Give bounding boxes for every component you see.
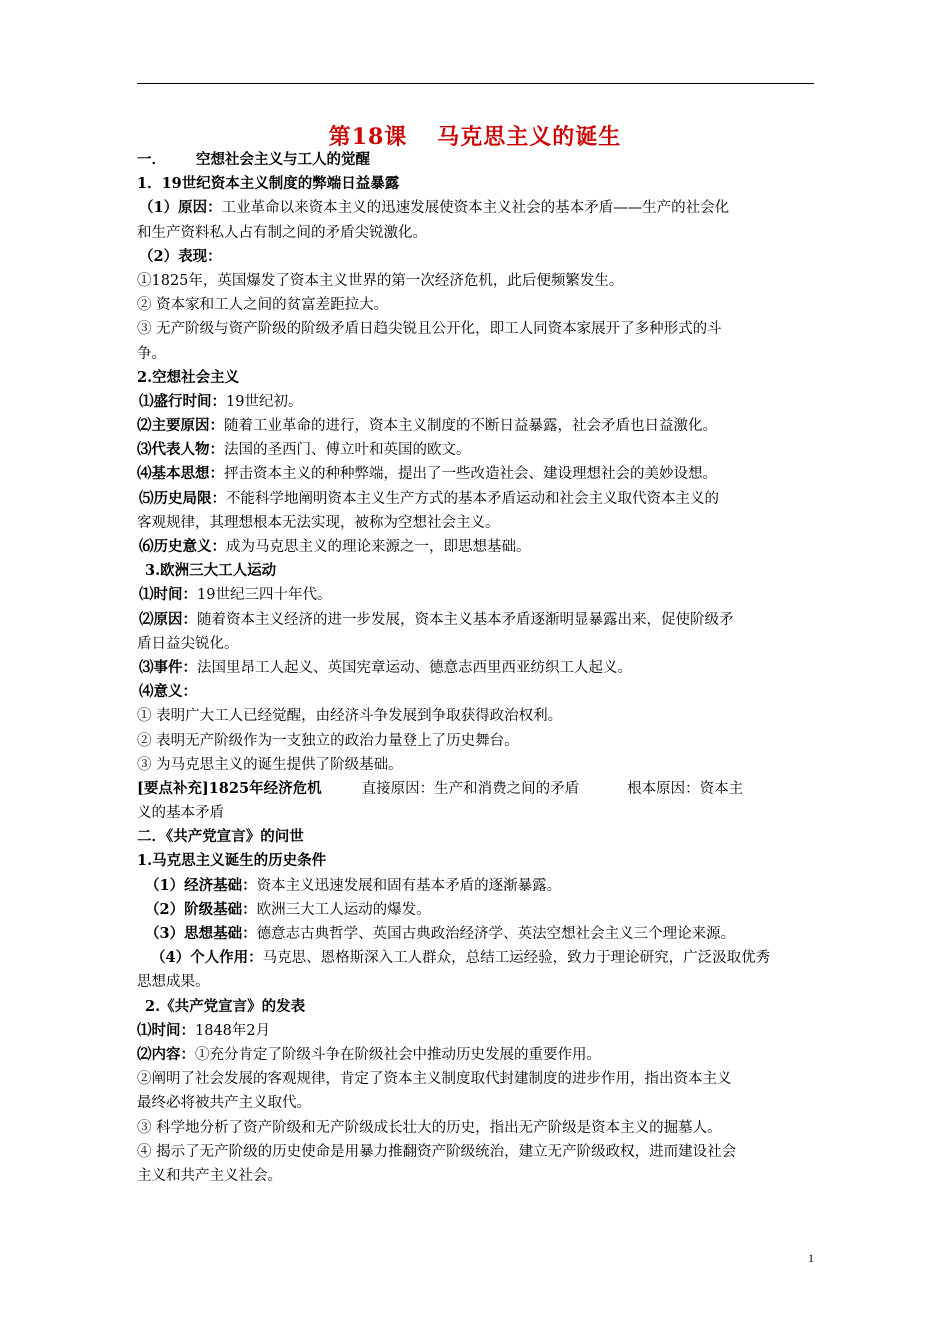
utopian-limits-cont: 客观规律，其理想根本无法实现，被称为空想社会主义。 [137,514,500,531]
utopian-figures: ⑶代表人物：法国的圣西门、傅立叶和英国的欧文。 [137,441,471,459]
personal-role-cont: 思想成果。 [137,974,210,991]
page-title [0,120,950,151]
economic-basis: （1）经济基础：资本主义迅速发展和固有基本矛盾的逐渐暴露。 [145,876,562,894]
movement-significance-1: ① 表明广大工人已经觉醒，由经济斗争发展到争取获得政治权利。 [137,708,563,725]
ideological-basis: （3）思想基础：德意志古典哲学、英国古典政治经济学、英法空想社会主义三个理论来源。 [145,925,736,942]
subsection-2-2: 2.《共产党宣言》的发表 [145,997,306,1015]
subsection-1-3: 3.欧洲三大工人运动 [145,562,277,580]
subsection-1-2: 2.空想社会主义 [137,368,240,386]
manifesto-content: ⑵内容：①充分肯定了阶级斗争在阶级社会中推动历史发展的重要作用。 [137,1045,601,1063]
section-1-heading: 一． 空想社会主义与工人的觉醒 [137,151,370,168]
utopian-reason: ⑵主要原因：随着工业革命的进行，资本主义制度的不断日益暴露，社会矛盾也日益激化。 [137,417,717,435]
movement-cause-cont: 盾日益尖锐化。 [137,635,239,652]
manifesto-content-3: ③ 科学地分析了资产阶级和无产阶级成长壮大的历史，指出无产阶级是资本主义的掘墓人。 [137,1119,722,1136]
manifestation-3: ③ 无产阶级与资产阶级的阶级矛盾日趋尖锐且公开化，即工人同资本家展开了多种形式的斗 [137,321,722,338]
class-basis: （2）阶级基础：欧洲三大工人运动的爆发。 [145,900,431,918]
manifesto-time: ⑴时间：1848年2月 [137,1021,271,1039]
lesson-name: 马克思主义的诞生 [437,124,622,150]
page-number: 1 [808,1251,814,1265]
movement-significance-2: ② 表明无产阶级作为一支独立的政治力量登上了历史舞台。 [137,732,519,749]
personal-role: （4）个人作用：马克思、恩格斯深入工人群众，总结工运经验，致力于理论研究，广泛汲取优秀 [151,949,771,967]
document-body [137,148,815,1188]
movement-significance-label: ⑷意义： [139,683,197,701]
subsection-1-1: 1．19世纪资本主义制度的弊端日益暴露 [137,175,400,193]
utopian-significance: ⑹历史意义：成为马克思主义的理论来源之一，即思想基础。 [139,538,531,555]
manifestation-label: （2）表现： [139,247,222,265]
lesson-number: 第18课 [328,124,408,150]
movement-time: ⑴时间：19世纪三四十年代。 [139,586,332,604]
subsection-2-1: 1.马克思主义诞生的历史条件 [137,852,327,870]
manifesto-content-2-cont: 最终必将被共产主义取代。 [137,1095,311,1112]
section-2-heading: 二．《共产党宣言》的问世 [137,828,304,846]
utopian-limits: ⑸历史局限：不能科学地阐明资本主义生产方式的基本矛盾运动和社会主义取代资本主义的 [139,489,719,507]
manifestation-2: ② 资本家和工人之间的贫富差距拉大。 [137,297,389,314]
manifesto-content-4-cont: 主义和共产主义社会。 [137,1167,282,1184]
cause-line-cont: 和生产资料私人占有制之间的矛盾尖锐激化。 [137,224,427,241]
manifesto-content-4: ④ 揭示了无产阶级的历史使命是用暴力推翻资产阶级统治，建立无产阶级政权，进而建设社会 [137,1143,737,1160]
movement-cause: ⑵原因：随着资本主义经济的进一步发展，资本主义基本矛盾逐渐明显暴露出来，促使阶级矛 [139,610,734,628]
key-point-supplement-cont: 义的基本矛盾 [137,805,224,822]
key-point-supplement: [要点补充]1825年经济危机 直接原因：生产和消费之间的矛盾 根本原因：资本主 [137,779,744,797]
cause-line: （1）原因：工业革命以来资本主义的迅速发展使资本主义社会的基本矛盾——生产的社会化 [139,199,730,217]
header-rule [137,83,814,84]
movement-significance-3: ③ 为马克思主义的诞生提供了阶级基础。 [137,756,403,773]
manifestation-1: ①1825年，英国爆发了资本主义世界的第一次经济危机，此后便频繁发生。 [137,272,624,289]
movement-events: ⑶事件：法国里昂工人起义、英国宪章运动、德意志西里西亚纺织工人起义。 [139,658,632,676]
manifesto-content-2: ②阐明了社会发展的客观规律，肯定了资本主义制度取代封建制度的进步作用，指出资本主义 [137,1071,732,1088]
utopian-ideas: ⑷基本思想：抨击资本主义的种种弊端，提出了一些改造社会、建设理想社会的美妙设想。 [137,465,717,483]
utopian-period: ⑴盛行时间：19世纪初。 [139,392,303,410]
manifestation-3-cont: 争。 [137,345,166,362]
